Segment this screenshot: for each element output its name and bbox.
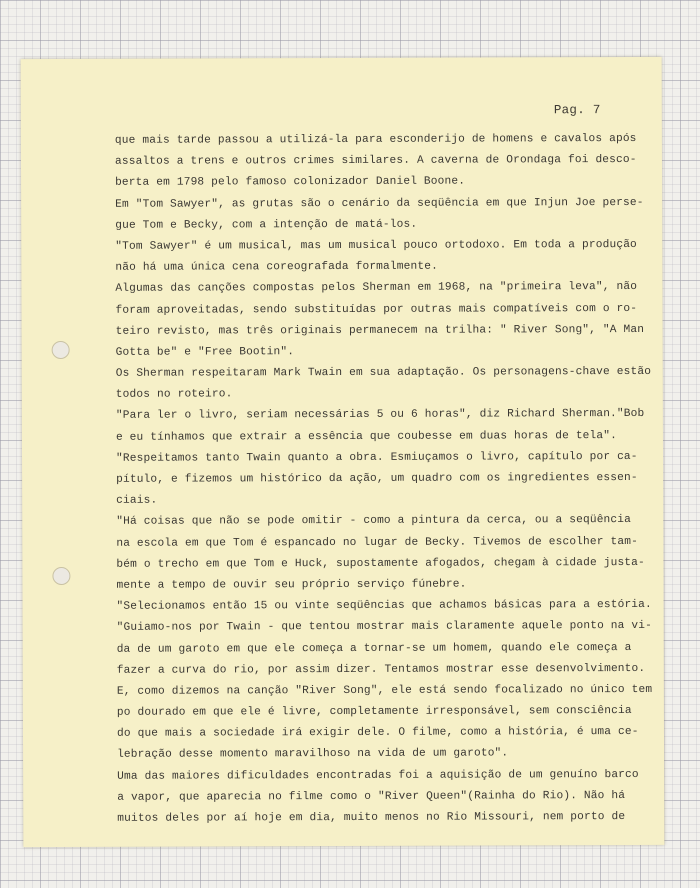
text-line: do que mais a sociedade irá exigir dele. O filme, como a história, é uma ce- [116,726,639,741]
document-page [21,57,665,847]
text-line: mente a tempo de ouvir seu próprio serviço fúnebre. [116,578,467,592]
text-line: da de um garoto em que ele começa a tornar-se um homem, quando ele começa a [116,641,632,656]
text-line: não há uma única cena coreografada formalmente. [115,260,438,274]
text-line: "Para ler o livro, seriam necessárias 5 ou 6 horas", diz Richard Sherman."Bob [115,408,645,423]
text-line: pítulo, e fizemos um histórico da ação, um quadro com os ingredientes essen- [116,471,638,486]
text-line: "Respeitamos tanto Twain quanto a obra. Esmiuçamos o livro, capítulo por ca- [116,450,638,465]
text-line: Uma das maiores dificuldades encontradas foi a aquisição de um genuíno barco [117,768,639,783]
text-line: Em "Tom Sawyer", as grutas são o cenário da seqüência em que Injun Joe perse- [115,196,644,211]
text-line: gue Tom e Becky, com a intenção de matá-los. [115,218,418,232]
text-line: Os Sherman respeitaram Mark Twain em sua adaptação. Os personagens-chave estão [115,365,652,380]
binder-hole-bottom [52,567,70,585]
text-line: lebração desse momento maravilhoso na vida de um garoto". [117,747,509,762]
text-line: Algumas das canções compostas pelos Sherman em 1968, na "primeira leva", não [115,281,638,296]
binder-hole-top [52,341,70,359]
text-line: na escola em que Tom é espancado no lugar de Becky. Tivemos de escolher tam- [116,535,638,550]
text-line: "Tom Sawyer" é um musical, mas um musical pouco ortodoxo. Em toda a produção [115,238,637,253]
text-line: todos no roteiro. [115,388,233,402]
text-line: a vapor, que aparecia no filme como o "River Queen"(Rainha do Rio). Não há [117,789,626,804]
text-line: fazer a curva do rio, por assim dizer. Tentamos mostrar esse desenvolvimento. [116,662,646,677]
text-line: foram aproveitadas, sendo substituídas por outras mais compatíveis com o ro- [115,302,638,317]
text-line: assaltos a trens e outros crimes similares. A caverna de Orondaga foi desco- [114,154,637,168]
page-number: Pag. 7 [553,103,601,118]
text-line: E, como dizemos na canção "River Song", ele está sendo focalizado no único tem [116,683,653,698]
text-line: muitos deles por aí hoje em dia, muito menos no Rio Missouri, nem porto de [117,811,626,825]
text-line: "Guiamo-nos por Twain - que tentou mostrar mais claramente aquele ponto na vi- [116,620,653,635]
text-line: Gotta be" e "Free Bootin". [115,346,295,359]
text-line: e eu tínhamos que extrair a essência que coubesse em duas horas de tela". [115,429,618,444]
text-line: teiro revisto, mas três originais permanecem na trilha: " River Song", "A Man [115,323,645,338]
text-line: ciais. [116,494,158,507]
text-line: "Selecionamos então 15 ou vinte seqüências que achamos básicas para a estória. [116,599,652,613]
typed-text-body [114,129,653,830]
text-line: que mais tarde passou a utilizá-la para esconderijo de homens e cavalos após [114,132,637,147]
text-line: berta em 1798 pelo famoso colonizador Daniel Boone. [115,175,466,190]
text-line: "Há coisas que não se pode omitir - como a pintura da cerca, ou a seqüência [116,514,632,529]
text-line: po dourado em que ele é livre, completamente irresponsável, sem consciência [116,705,632,719]
text-line: bém o trecho em que Tom e Huck, supostamente afogados, chegam à cidade justa- [116,556,645,571]
